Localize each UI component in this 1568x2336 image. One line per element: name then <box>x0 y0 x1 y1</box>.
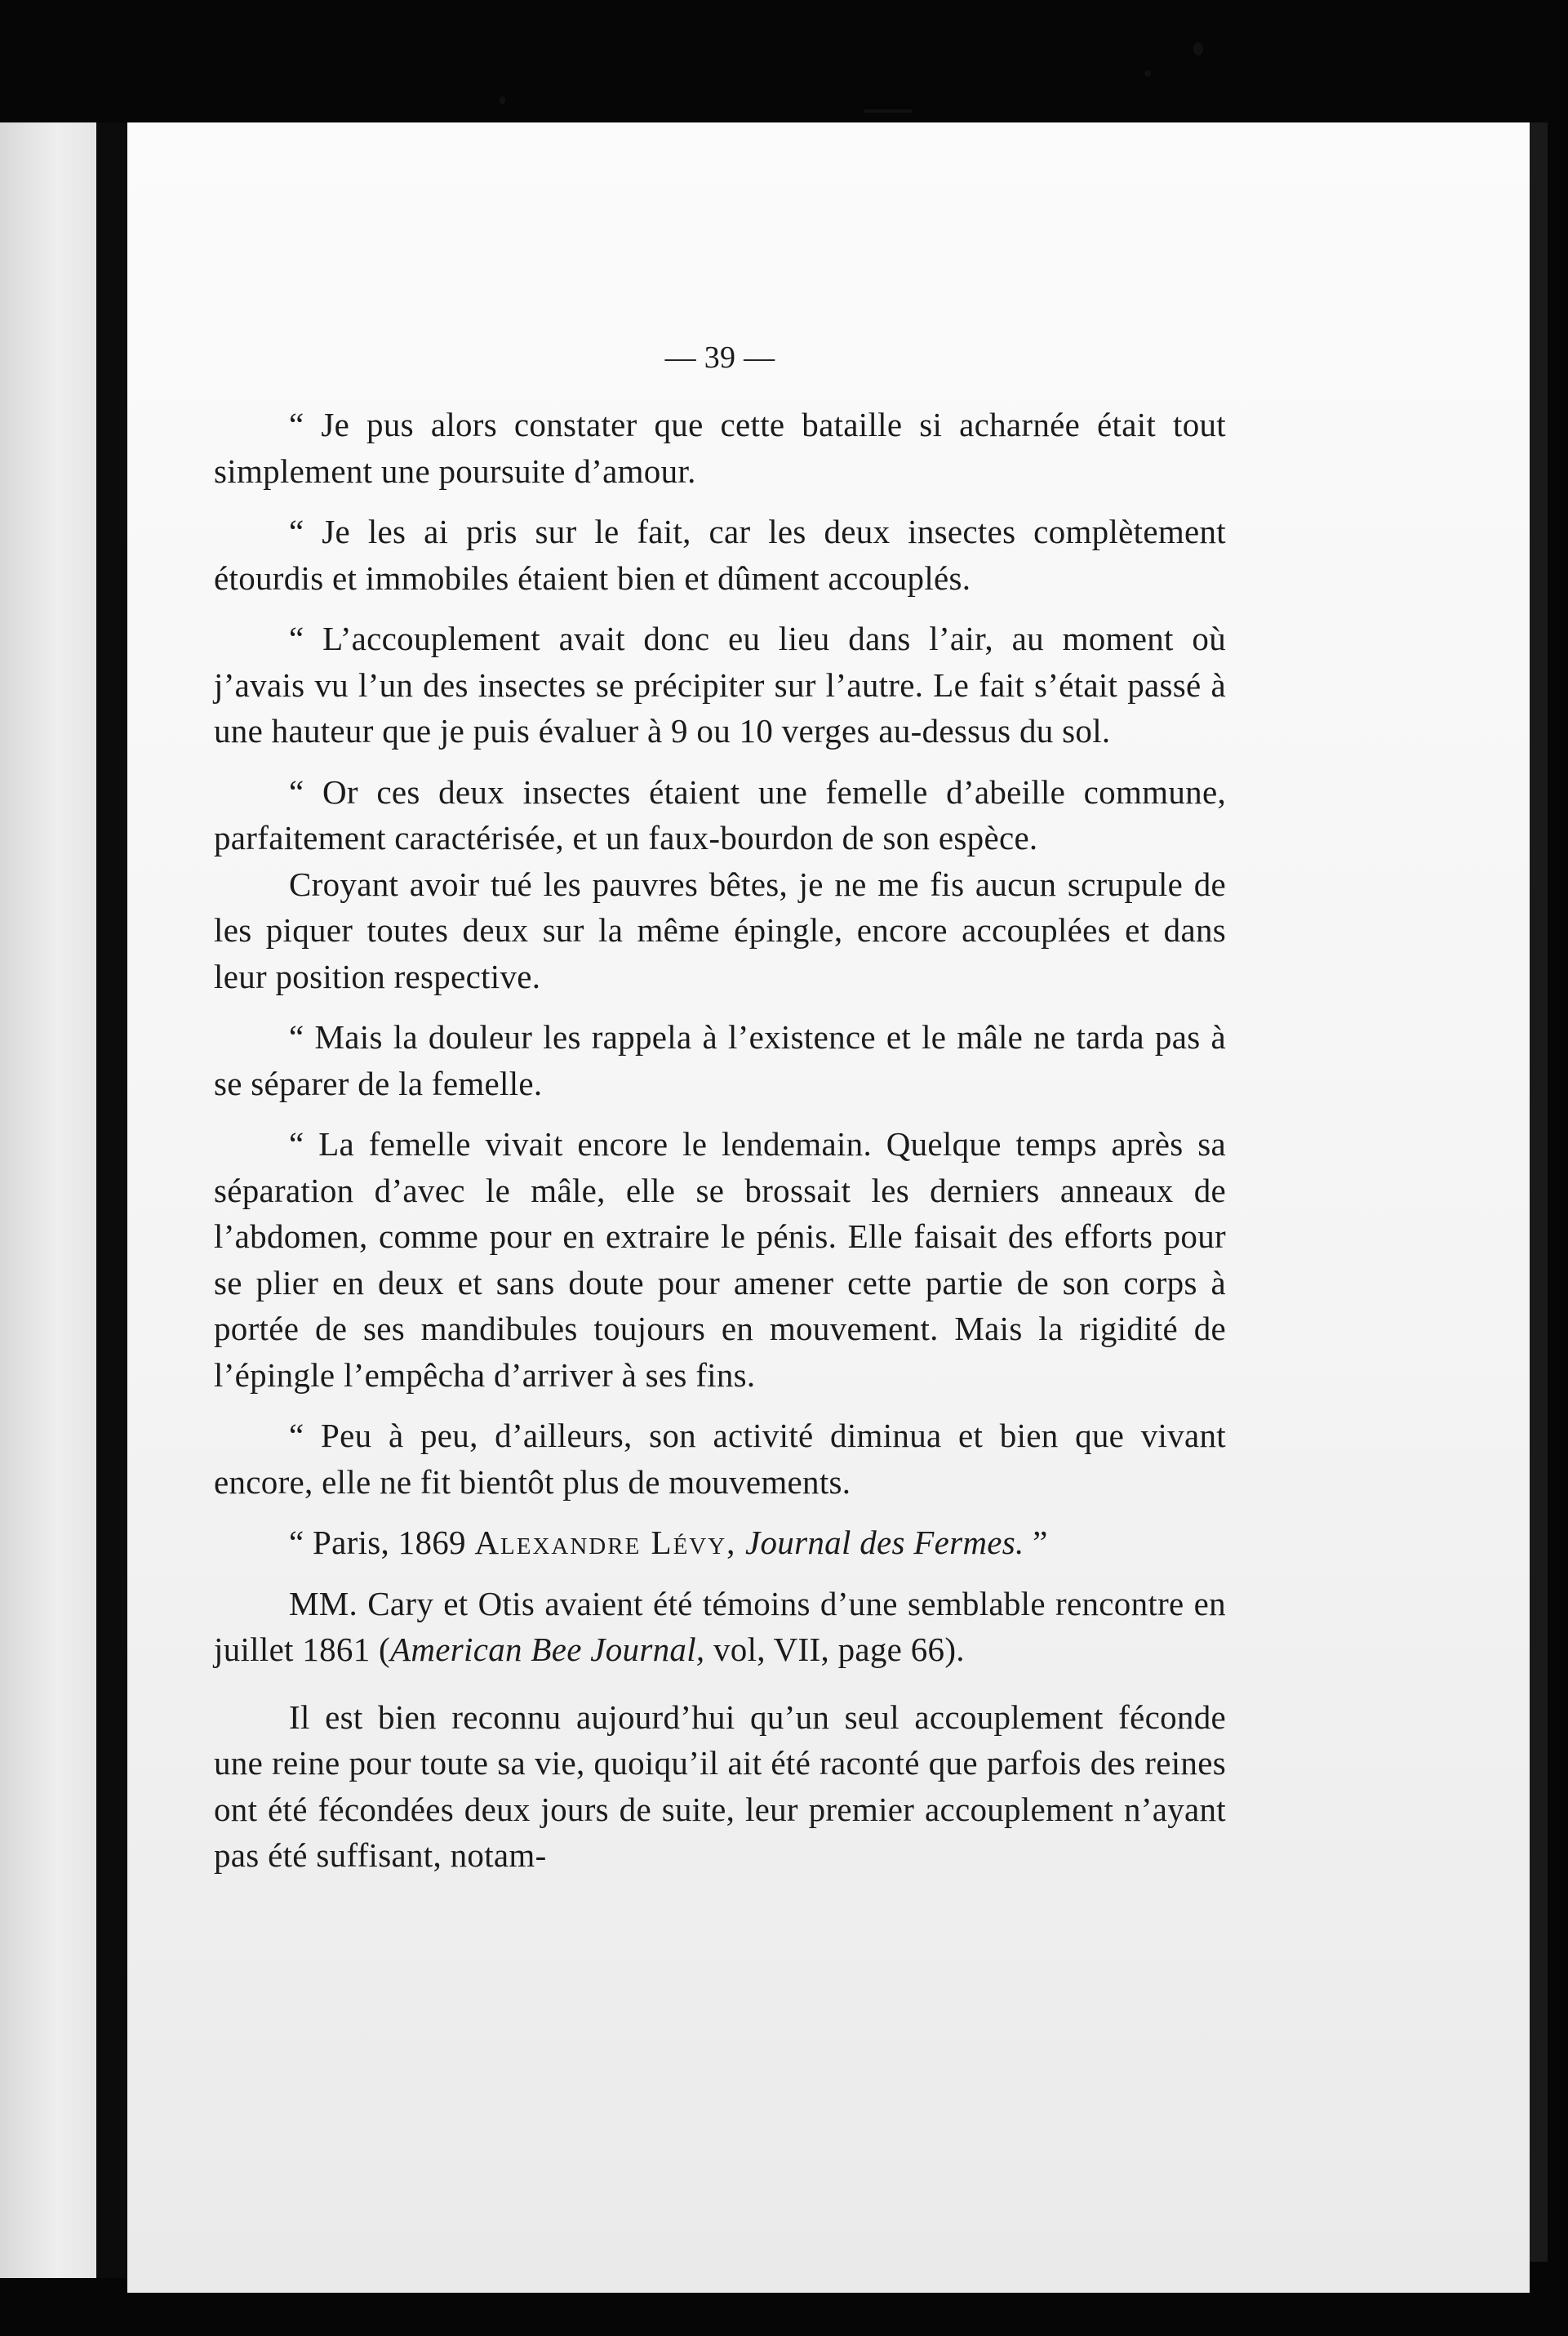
paragraph: “ Or ces deux insectes étaient une femelle d’abeille commune, parfaitement caractérisée, et un faux-bourdon de son espèce. <box>214 772 1226 857</box>
paragraph: Croyant avoir tué les pauvres bêtes, je ne me fis aucun scrupule de les piquer toutes deux sur la même épingle, encore accouplées et dans leur position respective. <box>214 865 1226 995</box>
page-text <box>214 331 1226 1879</box>
cary-journal: American Bee Journal, <box>390 1631 705 1668</box>
citation-line <box>214 1520 1226 1566</box>
paragraph-cary-otis <box>214 1581 1226 1673</box>
paragraph-final: Il est bien reconnu aujourd’hui qu’un seul accouplement féconde une reine pour toute sa vie, quoiqu’il ait été raconté que parfois des reines ont été fécondées deux jours de suite, leur premier accouplement n’ayant pas été suffisant, notam- <box>214 1697 1226 1874</box>
citation-journal: Journal des Fermes. <box>745 1524 1024 1561</box>
paragraph: “ La femelle vivait encore le lendemain. Quelque temps après sa séparation d’avec le mâle, elle se brossait les derniers anneaux de l’abdomen, comme pour en extraire le pénis. Elle faisait des efforts pour se plier en deux et sans doute pour amener cette partie de son corps à portée de ses mandibules toujours en mouvement. Mais la rigidité de l’épingle l’empêcha d’arriver à ses fins. <box>214 1125 1226 1394</box>
facing-page-edge <box>0 122 96 2278</box>
scan-speck <box>864 109 913 113</box>
page-edge-shadow <box>1530 122 1548 2262</box>
scan-speck <box>500 96 505 105</box>
book-gutter <box>96 122 127 2278</box>
citation-prefix: “ Paris, 1869 <box>289 1524 466 1561</box>
scan-speck <box>1144 70 1151 77</box>
paragraph: “ Mais la douleur les rappela à l’existence et le mâle ne tarda pas à se séparer de la femelle. <box>214 1018 1226 1102</box>
citation-suffix: ” <box>1024 1524 1048 1561</box>
paragraph: “ Peu à peu, d’ailleurs, son activité diminua et bien que vivant encore, elle ne fit bientôt plus de mouvements. <box>214 1417 1226 1501</box>
paragraph: “ L’accouplement avait donc eu lieu dans l’air, au moment où j’avais vu l’un des insectes se précipiter sur l’autre. Le fait s’était passé à une hauteur que je puis évaluer à 9 ou 10 verges au-dessus du sol. <box>214 620 1226 750</box>
cary-text: MM. Cary et Otis avaient été témoins d’une semblable rencontre en juillet 1861 ( <box>214 1584 1226 1668</box>
citation-author: Alexandre Lévy, <box>474 1524 737 1561</box>
paragraph: “ Je pus alors constater que cette bataille si acharnée était tout simplement une poursuite d’amour. <box>214 406 1226 490</box>
page-number: — 39 — <box>664 340 775 375</box>
cary-after: vol, VII, page 66). <box>704 1631 965 1668</box>
scan-speck <box>1193 42 1203 56</box>
paragraph: “ Je les ai pris sur le fait, car les deux insectes complètement étourdis et immobiles étaient bien et dûment accouplés. <box>214 513 1226 597</box>
